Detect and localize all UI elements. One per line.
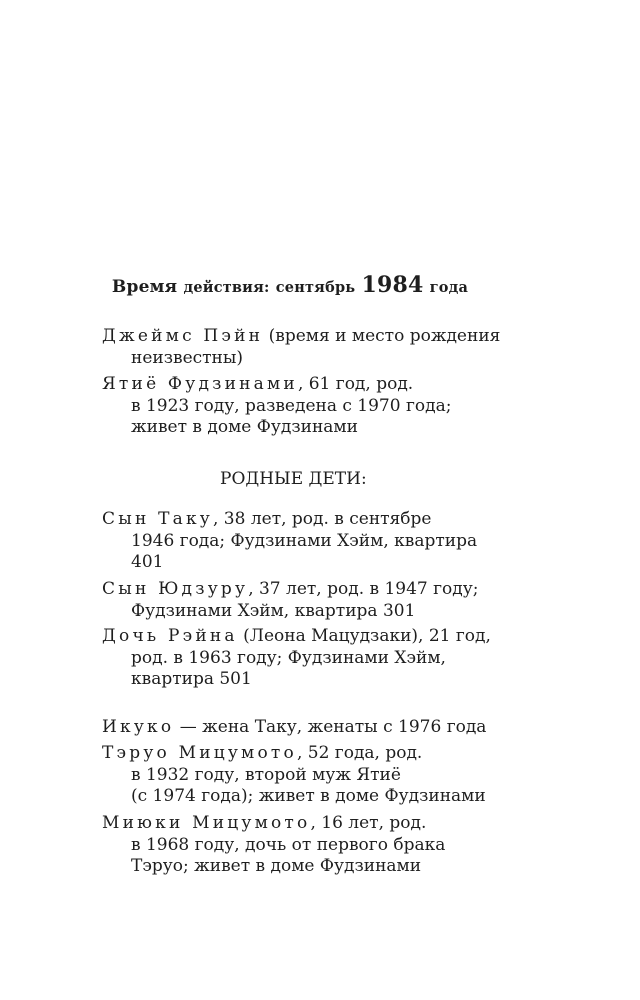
- character-name: Ятиё Фудзинами: [102, 374, 298, 394]
- title-word-1: Время: [111, 277, 178, 297]
- character-info: живет в доме Фудзинами: [131, 417, 358, 437]
- character-name: Сын Таку: [102, 509, 213, 529]
- character-entry-ikuko: [102, 717, 487, 739]
- character-info: — жена Таку, женаты с 1976 года: [174, 717, 487, 737]
- title-month: сентябрь: [275, 279, 356, 296]
- character-name: Миюки Мицумото: [102, 813, 311, 833]
- character-entry-james: [102, 326, 501, 369]
- page-title: [0, 272, 580, 298]
- character-info: в 1923 году, разведена с 1970 года;: [131, 395, 452, 416]
- character-entry-yatie: [102, 374, 482, 439]
- character-info: , 37 лет, род. в 1947 году;: [248, 579, 479, 599]
- title-suffix: года: [429, 279, 469, 296]
- character-info: Тэруо; живет в доме Фудзинами: [131, 856, 422, 876]
- character-info: (Леона Мацудзаки), 21 год,: [237, 626, 491, 646]
- character-info: род. в 1963 году; Фудзинами Хэйм,: [131, 647, 446, 668]
- character-info: квартира 501: [131, 669, 252, 689]
- title-year: 1984: [361, 272, 424, 298]
- character-info: в 1932 году, второй муж Ятиё: [131, 764, 401, 785]
- character-info: (время и место рождения: [268, 326, 501, 346]
- character-info: , 38 лет, род. в сентябре: [212, 509, 432, 529]
- character-info: 401: [131, 552, 164, 572]
- character-name: Сын Юдзуру: [102, 579, 249, 599]
- character-info: Фудзинами Хэйм, квартира 301: [131, 600, 416, 621]
- character-info: неизвестны): [131, 347, 244, 368]
- character-info: , 61 год, род.: [297, 374, 414, 394]
- title-word-2: действия:: [183, 279, 270, 296]
- character-entry-yudzuru: [102, 579, 482, 622]
- character-entry-teruo: [102, 743, 486, 808]
- character-info: , 52 года, род.: [296, 743, 423, 763]
- character-name: Дочь Рэйна: [102, 626, 238, 646]
- character-info: , 16 лет, род.: [310, 813, 427, 833]
- character-name: Джеймс Пэйн: [102, 326, 264, 346]
- character-name: Икуко: [102, 717, 175, 737]
- character-info: (с 1974 года); живет в доме Фудзинами: [131, 786, 486, 806]
- character-entry-reina: [102, 626, 491, 691]
- character-info: в 1968 году, дочь от первого брака: [131, 834, 446, 855]
- character-entry-miyuki: [102, 813, 482, 878]
- character-entry-taku: [102, 509, 482, 574]
- character-info: 1946 года; Фудзинами Хэйм, квартира: [131, 530, 478, 551]
- section-subheading: РОДНЫЕ ДЕТИ:: [220, 469, 367, 489]
- character-name: Тэруо Мицумото: [102, 743, 297, 763]
